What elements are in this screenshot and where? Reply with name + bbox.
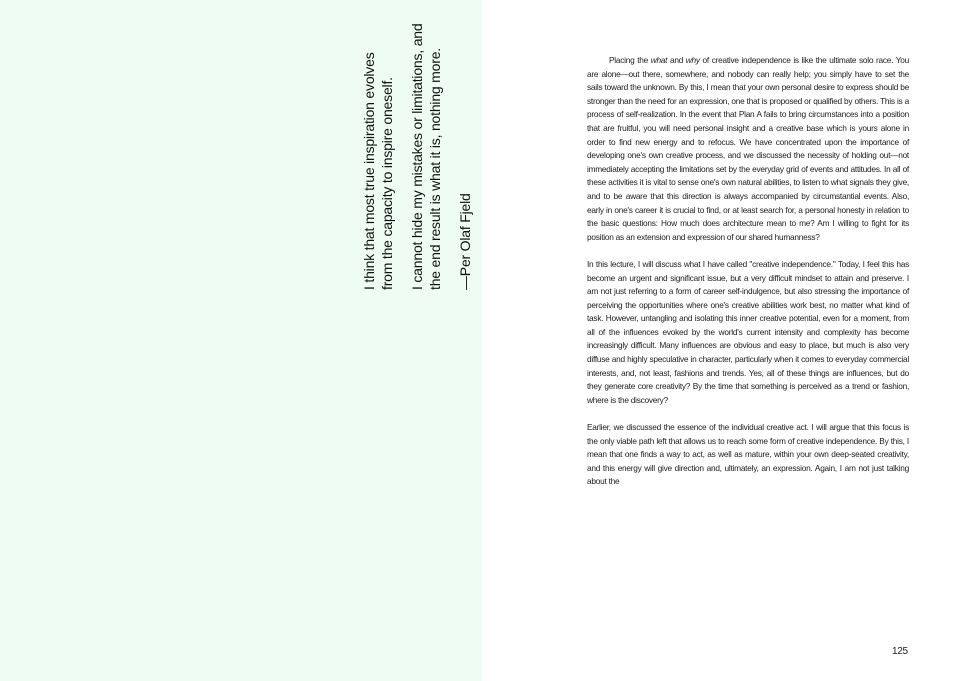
quote-line: from the capacity to inspire oneself. <box>379 77 395 290</box>
body-text-column <box>587 54 909 503</box>
quote-paragraph-2 <box>408 10 444 290</box>
quote-attribution: —Per Olaf Fjeld <box>457 193 473 290</box>
body-paragraph-2: In this lecture, I will discuss what I have called "creative independence." Today, I feel this has become an urgent and significant issue, but a very difficult mindset to attain and preserve. I am not just referring to a form of career self-indulgence, but also stressing the importance of perceiving the opportunities where one's creative abilities work best, no matter what kind of task. However, untangling and isolating this inner creative potential, even for a moment, from all of the influences evoked by the world's current intensity and complexity has become increasingly difficult. Many influences are obvious and easy to place, but much is also very diffuse and highly speculative in character, particularly when it comes to everyday commercial interests, and, not least, fashions and trends. Yes, all of these things are influences, but do they generate core creativity? By the time that something is perceived as a trend or fashion, where is the discovery? <box>587 258 909 405</box>
quote-paragraph-1 <box>360 10 396 290</box>
epigraph-quote <box>360 10 486 290</box>
quote-line: the end result is what it is, nothing more. <box>427 48 443 290</box>
body-paragraph-3: Earlier, we discussed the essence of the individual creative act. I will argue that this focus is the only viable path left that allows us to reach some form of creative independence. By this, I mean that one finds a way to act, as well as mature, within your own deep-seated creativity, and this energy will give direction and, ultimately, an expression. Again, I am not just talking about the <box>587 422 909 487</box>
emphasis-why: why <box>685 55 700 65</box>
quote-line: I cannot hide my mistakes or limitations, and <box>409 23 425 290</box>
body-paragraph-1: Placing the what and why of creative independence is like the ultimate solo race. You are alone—out there, somewhere, and nobody can really help; you simply have to set the sails toward the unknown. By this, I mean that your own personal desire to express should be stronger than the need for an expression, one that is proposed or qualified by others. This is a process of self-realization. In the event that Plan A fails to bring circumstances into a position that are fruitful, you will need personal insight and a creative base which is yours alone in order to find new energy and to refocus. We have concentrated upon the importance of developing one's own creative process, and we discussed the necessity of holding out—not immediately accepting the limitations set by the everyday grid of events and attitudes. In all of these activities it is vital to sense one's own natural abilities, to listen to what signals they give, and to be aware that this direction is always accompanied by circumstantial events. Also, early in one's career it is crucial to find, or at least search for, a personal honesty in relation to the basic questions: How much does architecture mean to me? Am I willing to fight for its position as an extension and expression of our shared humanness? <box>587 55 909 242</box>
emphasis-what: what <box>650 55 668 65</box>
quote-line: I think that most true inspiration evolves <box>361 52 377 290</box>
page-number: 125 <box>892 646 908 657</box>
